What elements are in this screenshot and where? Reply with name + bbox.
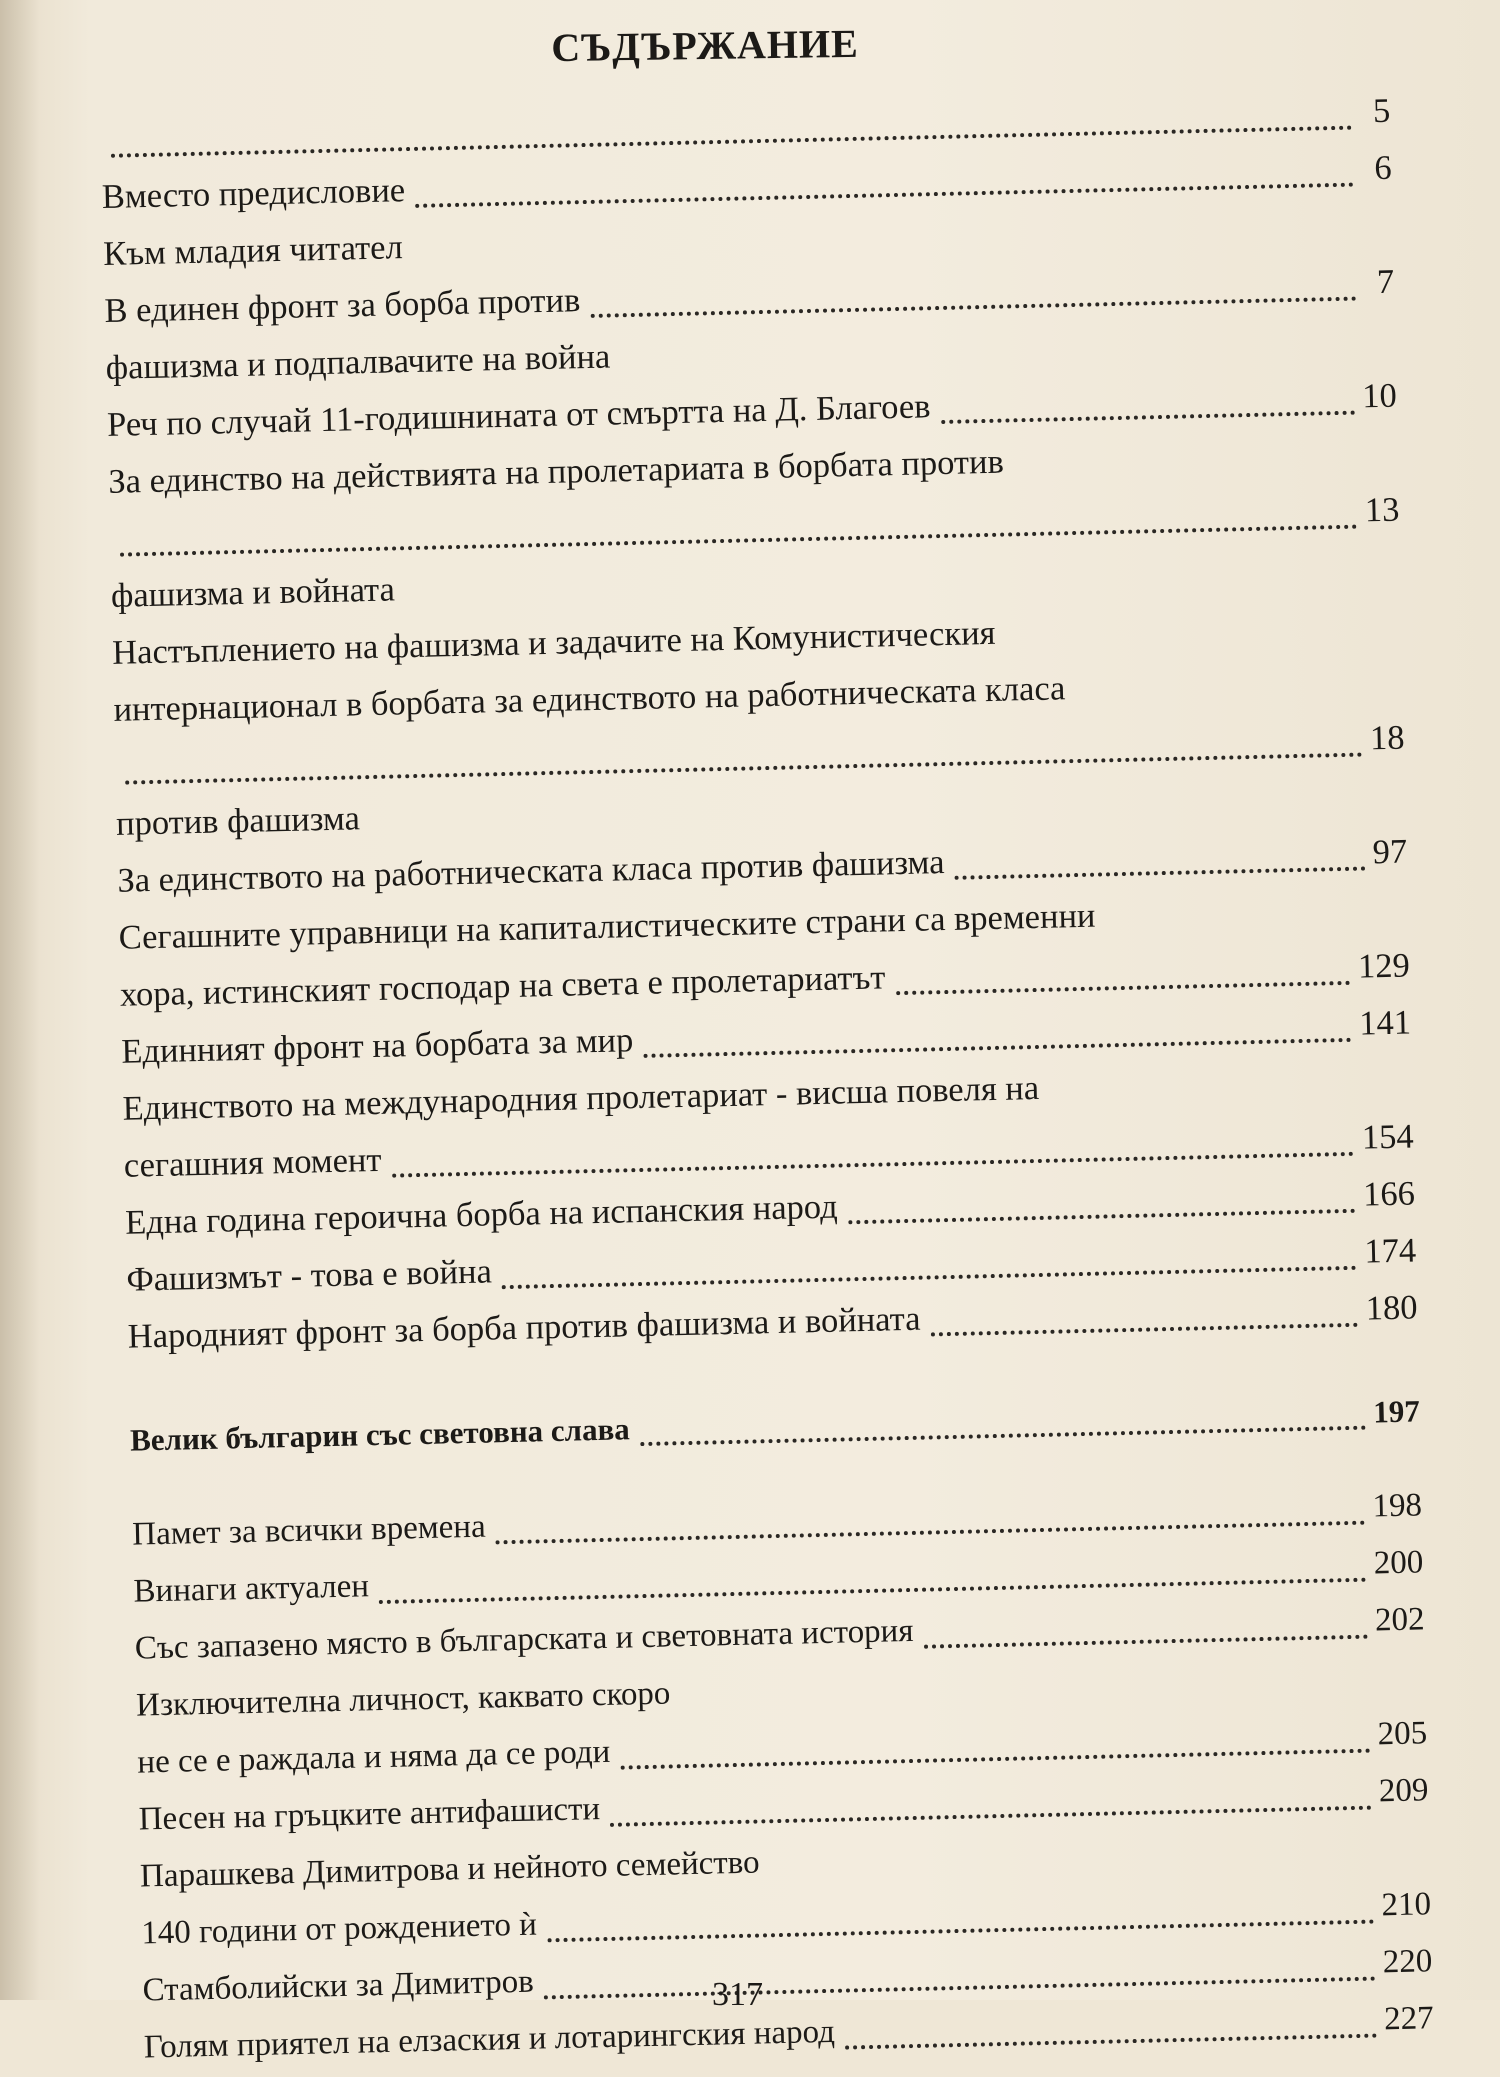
toc-entry-page: 220 <box>1382 1943 1433 1981</box>
toc-entry-title: фашизма и войната <box>110 570 396 615</box>
dot-leader <box>848 1209 1356 1225</box>
toc-entry-page: 202 <box>1374 1601 1425 1639</box>
toc-entry-page: 10 <box>1361 376 1398 416</box>
toc-entry-page: 7 <box>1376 262 1395 302</box>
toc-entry-page: 18 <box>1369 718 1405 758</box>
toc-entry-title: Една година героична борба на испанския народ <box>124 1187 839 1242</box>
toc-entry-title: фашизма и подпалвачите на война <box>105 337 611 387</box>
toc-entry-page: 205 <box>1377 1715 1428 1753</box>
toc-entry-page: 197 <box>1372 1393 1421 1430</box>
toc-entry-page: 154 <box>1361 1117 1415 1157</box>
toc-entry-title: Парашкева Димитрова и нейното семейство <box>139 1844 760 1895</box>
toc-entry-page: 5 <box>1372 91 1391 131</box>
toc-entry-page: 6 <box>1373 148 1393 188</box>
toc-section-1 <box>100 83 1418 1366</box>
toc-entry-page: 166 <box>1362 1174 1416 1214</box>
toc-entry-title: Памет за всички времена <box>131 1508 487 1553</box>
toc-entry-title: Песен на гръцките антифашисти <box>138 1791 601 1838</box>
page-title: СЪДЪРЖАНИЕ <box>550 20 860 71</box>
dot-leader <box>955 866 1365 879</box>
dot-leader <box>941 411 1355 424</box>
toc-entry-title: За единството на работническата класа против фашизма <box>117 843 945 900</box>
toc-entry-title: сегашния момент <box>123 1140 382 1185</box>
toc-entry-title: 140 години от рождението ѝ <box>140 1906 538 1952</box>
toc-entry-title: Фашизмът - това е война <box>126 1252 493 1299</box>
spine-shadow <box>0 0 40 2000</box>
toc-entry-page: 129 <box>1357 946 1411 986</box>
toc-entry-title: Народният фронт за борба против фашизма и войната <box>127 1299 921 1356</box>
toc-entry-title: Единният фронт на борбата за мир <box>120 1021 634 1071</box>
toc-entry-page: 200 <box>1373 1544 1424 1582</box>
toc-entry-page: 210 <box>1381 1886 1432 1924</box>
toc-entry-title: хора, истинският господар на света е пролетариатът <box>119 958 886 1014</box>
toc-entry-title: Винаги актуален <box>133 1568 370 1610</box>
toc-entry-title: Единството на международния пролетариат - висша повеля на <box>122 1068 1040 1128</box>
toc-entry-title: Голям приятел на елзаския и лотарингския народ <box>143 2013 836 2066</box>
toc-entry-page: 198 <box>1372 1487 1423 1525</box>
toc-entry-title: Вместо предисловие <box>101 171 406 216</box>
toc-entry-title: Настъплението на фашизма и задачите на Комунистическия <box>111 613 996 672</box>
toc-entry-title: Към младия читател <box>102 228 404 273</box>
toc-entry-page: 141 <box>1358 1003 1412 1043</box>
toc-section-2 <box>132 1477 1435 2076</box>
toc-entry-title: Реч по случай 11-годишнината от смъртта на Д. Благоев <box>106 387 931 444</box>
table-of-contents <box>100 83 1434 2077</box>
dot-leader <box>924 1635 1368 1649</box>
toc-entry-title: интернационал в борбата за единството на работническата класа <box>113 669 1066 729</box>
dot-leader <box>931 1323 1358 1337</box>
dot-leader <box>845 2034 1376 2050</box>
toc-entry-page: 227 <box>1383 2000 1434 2038</box>
toc-entry-title: Сегашните управници на капиталистическите страни са временни <box>118 896 1096 957</box>
toc-entry-title: Изключителна личност, каквато скоро <box>135 1675 671 1724</box>
toc-entry-title: против фашизма <box>115 799 361 843</box>
toc-entry-title: За единство на действията на пролетариата в борбата против <box>107 442 1005 501</box>
dot-leader <box>896 981 1351 995</box>
toc-entry-title: не се е раждала и няма да се роди <box>137 1733 611 1781</box>
toc-entry-page: 180 <box>1365 1288 1418 1328</box>
toc-entry-title: В единен фронт за борба против <box>104 281 581 330</box>
toc-entry-title: Стамболийски за Димитров <box>142 1963 535 2009</box>
toc-entry-page: 97 <box>1372 832 1408 872</box>
page-number: 317 <box>712 1976 763 2013</box>
toc-entry-page: 13 <box>1364 490 1400 530</box>
toc-entry-title: Със запазено място в българската и световната история <box>134 1612 914 1667</box>
toc-entry-page: 209 <box>1378 1772 1429 1810</box>
toc-entry-page: 174 <box>1363 1231 1417 1271</box>
toc-entry-title: Велик българин със световна слава <box>129 1411 631 1458</box>
